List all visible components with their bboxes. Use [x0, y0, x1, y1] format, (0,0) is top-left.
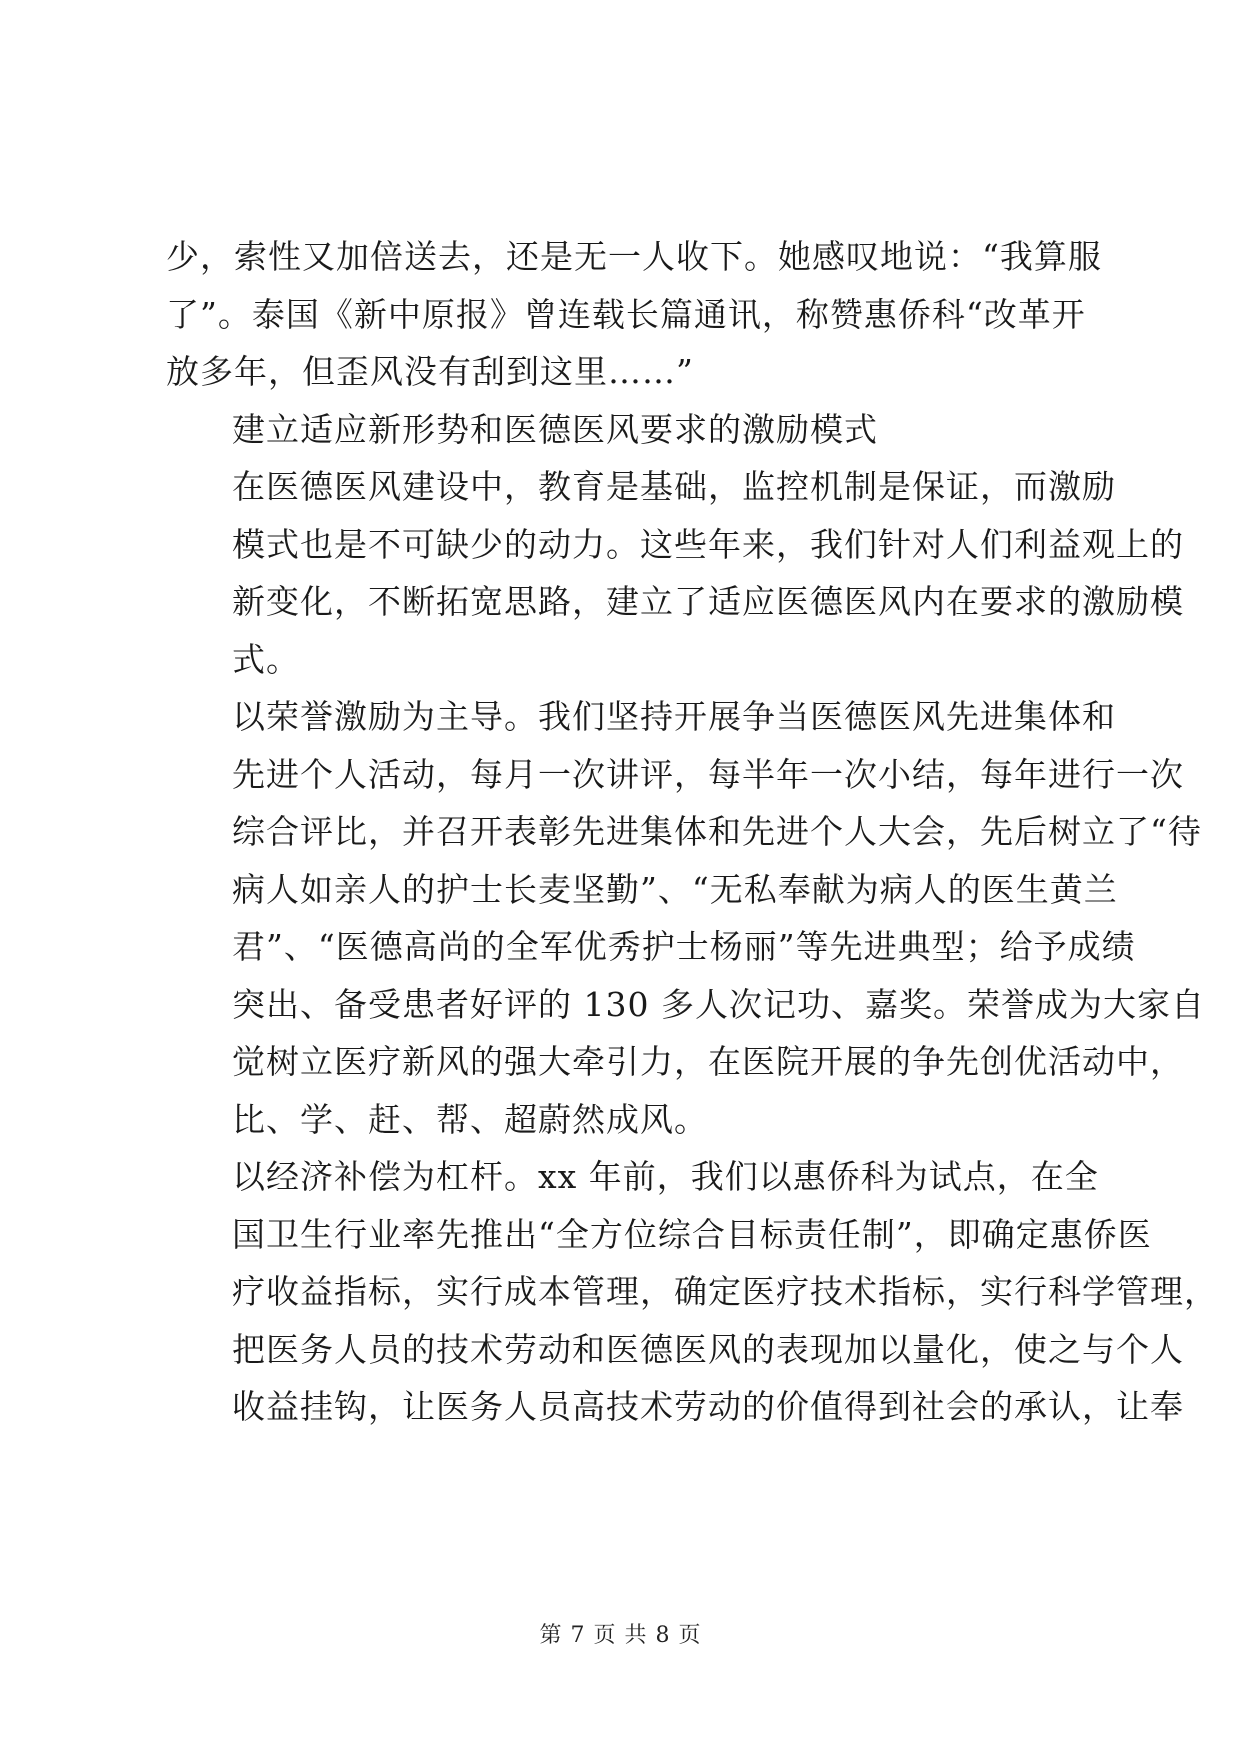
- text-line: 先进个人活动，每月一次讲评，每半年一次小结，每年进行一次: [232, 754, 1184, 794]
- page-footer: 第 7 页 共 8 页: [539, 1623, 702, 1648]
- text-line: 模式也是不可缺少的动力。这些年来，我们针对人们利益观上的: [232, 524, 1184, 564]
- text-line: 式。: [232, 639, 300, 679]
- text-line: 综合评比，并召开表彰先进集体和先进个人大会，先后树立了“待: [232, 812, 1202, 851]
- text-line: 国卫生行业率先推出“全方位综合目标责任制”，即确定惠侨医: [232, 1214, 1152, 1254]
- text-line: 觉树立医疗新风的强大牵引力，在医院开展的争先创优活动中，: [232, 1042, 1184, 1081]
- text-line: 少，索性又加倍送去，还是无一人收下。她感叹地说：“我算服: [166, 237, 1102, 276]
- text-line: 疗收益指标，实行成本管理，确定医疗技术指标，实行科学管理，: [232, 1272, 1218, 1311]
- text-line: 了”。泰国《新中原报》曾连载长篇通讯，称赞惠侨科“改革开: [166, 294, 1086, 334]
- paragraph-p2: [166, 401, 1086, 459]
- text-line: 建立适应新形势和医德医风要求的激励模式: [232, 409, 878, 449]
- text-line: 把医务人员的技术劳动和医德医风的表现加以量化，使之与个人: [232, 1329, 1184, 1369]
- document-body: [166, 228, 1218, 1436]
- text-line: 放多年，但歪风没有刮到这里……”: [166, 352, 694, 391]
- text-line: 新变化，不断拓宽思路，建立了适应医德医风内在要求的激励模: [232, 582, 1184, 621]
- paragraph-p5: [166, 1148, 1218, 1436]
- paragraph-p3: [166, 458, 1184, 688]
- paragraph-p4: [166, 688, 1205, 1148]
- text-line: 在医德医风建设中，教育是基础，监控机制是保证，而激励: [232, 467, 1116, 506]
- paragraph-p1: [166, 228, 1102, 401]
- text-line: 病人如亲人的护士长麦坚勤”、“无私奉献为病人的医生黄兰: [232, 869, 1118, 909]
- text-line: 以荣誉激励为主导。我们坚持开展争当医德医风先进集体和: [232, 697, 1116, 736]
- text-line: 收益挂钩，让医务人员高技术劳动的价值得到社会的承认，让奉: [232, 1387, 1184, 1426]
- text-line: 比、学、赶、帮、超蔚然成风。: [232, 1099, 708, 1139]
- text-line: 以经济补偿为杠杆。xx 年前，我们以惠侨科为试点，在全: [232, 1157, 1099, 1196]
- text-line: 君”、“医德高尚的全军优秀护士杨丽”等先进典型；给予成绩: [232, 927, 1136, 966]
- text-line: 突出、备受患者好评的 130 多人次记功、嘉奖。荣誉成为大家自: [232, 984, 1205, 1024]
